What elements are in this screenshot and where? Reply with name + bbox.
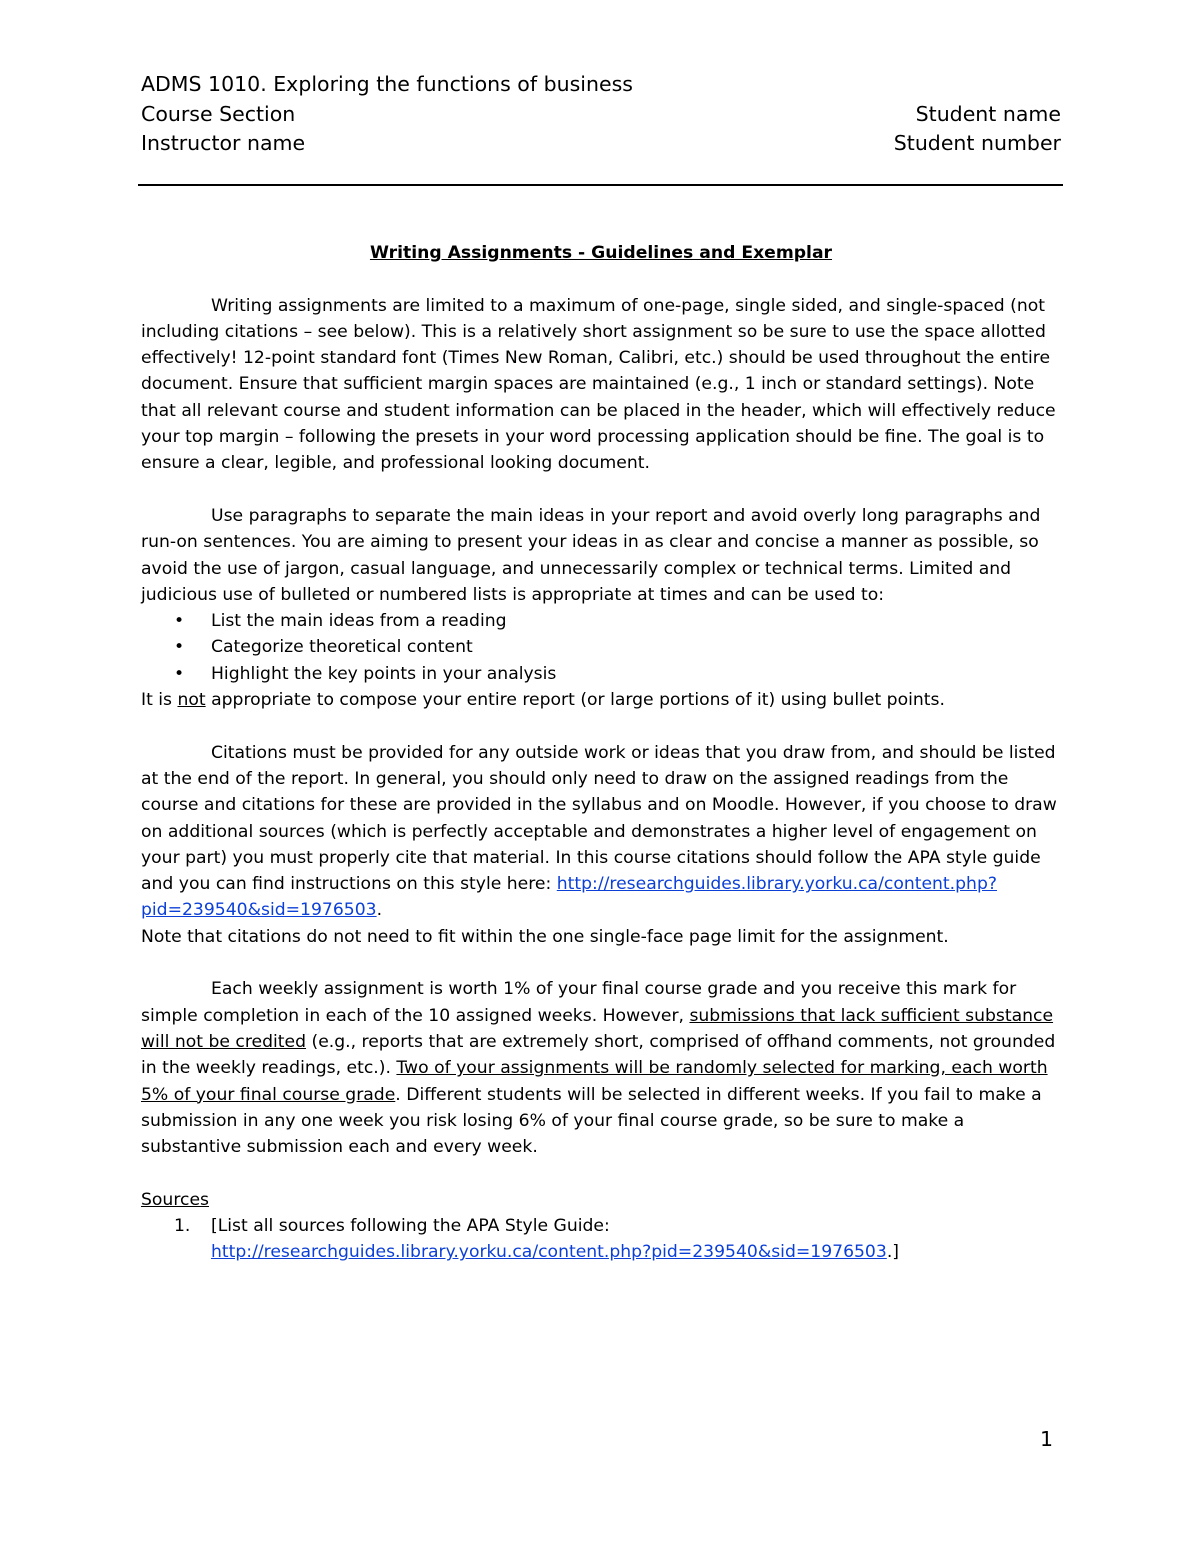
list-item-text: Highlight the key points in your analysis <box>211 663 557 684</box>
page-header <box>141 70 1061 159</box>
bullet-note-pre: It is <box>141 690 178 711</box>
instructor-name: Instructor name <box>141 131 306 155</box>
list-item-text: Categorize theoretical content <box>211 637 473 658</box>
paragraph-citations <box>141 740 1061 924</box>
student-number: Student number <box>893 131 1061 155</box>
list-item <box>141 608 1061 634</box>
paragraph-structure: Use paragraphs to separate the main ideas in your report and avoid overly long paragraphs and run-on sentences. You are aiming to present your ideas in as clear and concise a manner as possible, so avoid the use of jargon, casual language, and unnecessarily complex or technical terms. Limited and judicious use of bulleted or numbered lists is appropriate at times and can be used to: <box>141 505 1041 605</box>
bullet-icon: • <box>174 611 185 632</box>
grading-underline-2: Two of your assignments will be randomly selected for marking, each worth 5% of your final course grade <box>141 1058 1048 1105</box>
sources-heading: Sources <box>141 1189 209 1210</box>
sources-list <box>141 1213 1061 1266</box>
paragraph-citations-note: Note that citations do not need to fit within the one single-face page limit for the assignment. <box>141 926 949 947</box>
course-section: Course Section <box>141 101 296 126</box>
course-title: ADMS 1010. Exploring the functions of business <box>141 72 633 96</box>
grading-part-3: . Different students will be selected in different weeks. If you fail to make a submission in any one week you risk losing 6% of your final course grade, so be sure to make a substantive submission each and every week. <box>141 1084 1042 1158</box>
header-row-3 <box>141 129 1061 159</box>
bullet-list <box>141 608 1061 687</box>
citations-link-suffix: . <box>376 900 383 921</box>
list-item-text: List the main ideas from a reading <box>211 611 507 632</box>
list-item <box>141 1213 1061 1266</box>
page-number: 1 <box>1040 1427 1054 1451</box>
paragraph-formatting: Writing assignments are limited to a maximum of one-page, single sided, and single-spaced (not including citations – see below). This is a relatively short assignment so be sure to use the space allotted effectively! 12-point standard font (Times New Roman, Calibri, etc.) should be used throughout the entire document. Ensure that sufficient margin spaces are maintained (e.g., 1 inch or standard settings). Note that all relevant course and student information can be placed in the header, which will effectively reduce your top margin – following the presets in your word processing application should be fine. The goal is to ensure a clear, legible, and professional looking document. <box>141 295 1056 474</box>
header-row-1 <box>141 70 1061 100</box>
bullet-icon: • <box>174 637 185 658</box>
document-body <box>141 240 1061 1266</box>
list-item <box>141 634 1061 660</box>
source-number: 1. <box>174 1215 191 1236</box>
student-name: Student name <box>915 101 1061 126</box>
paragraph-bullet-note <box>141 687 1061 713</box>
header-divider <box>138 184 1063 186</box>
source-link[interactable]: http://researchguides.library.yorku.ca/content.php?pid=239540&sid=1976503 <box>211 1242 887 1263</box>
citations-text: Citations must be provided for any outside work or ideas that you draw from, and should be listed at the end of the report. In general, you should only need to draw on the assigned readings from the course and citations for these are provided in the syllabus and on Moodle. However, if you choose to draw on additional sources (which is perfectly acceptable and demonstrates a higher level of engagement on your part) you must properly cite that material. In this course citations should follow the APA style guide and you can find instructions on this style here: <box>141 742 1057 895</box>
source-text: [List all sources following the APA Style Guide: <box>211 1215 610 1236</box>
paragraph-grading <box>141 976 1061 1160</box>
bullet-icon: • <box>174 663 185 684</box>
header-row-2 <box>141 100 1061 130</box>
bullet-note-post: appropriate to compose your entire report (or large portions of it) using bullet points. <box>205 690 945 711</box>
grading-part-1: Each weekly assignment is worth 1% of your final course grade and you receive this mark for simple completion in each of the 10 assigned weeks. However, <box>141 979 1017 1026</box>
list-item <box>141 661 1061 687</box>
grading-underline-1: submissions that lack sufficient substance will not be credited <box>141 1005 1054 1052</box>
grading-part-2: (e.g., reports that are extremely short, comprised of offhand comments, not grounded in the weekly readings, etc.). <box>141 1031 1056 1079</box>
apa-guide-link[interactable]: http://researchguides.library.yorku.ca/content.php?pid=239540&sid=1976503 <box>141 874 997 921</box>
bullet-note-emphasis: not <box>177 690 206 711</box>
document-title: Writing Assignments - Guidelines and Exemplar <box>369 243 833 263</box>
source-suffix: .] <box>886 1242 899 1263</box>
